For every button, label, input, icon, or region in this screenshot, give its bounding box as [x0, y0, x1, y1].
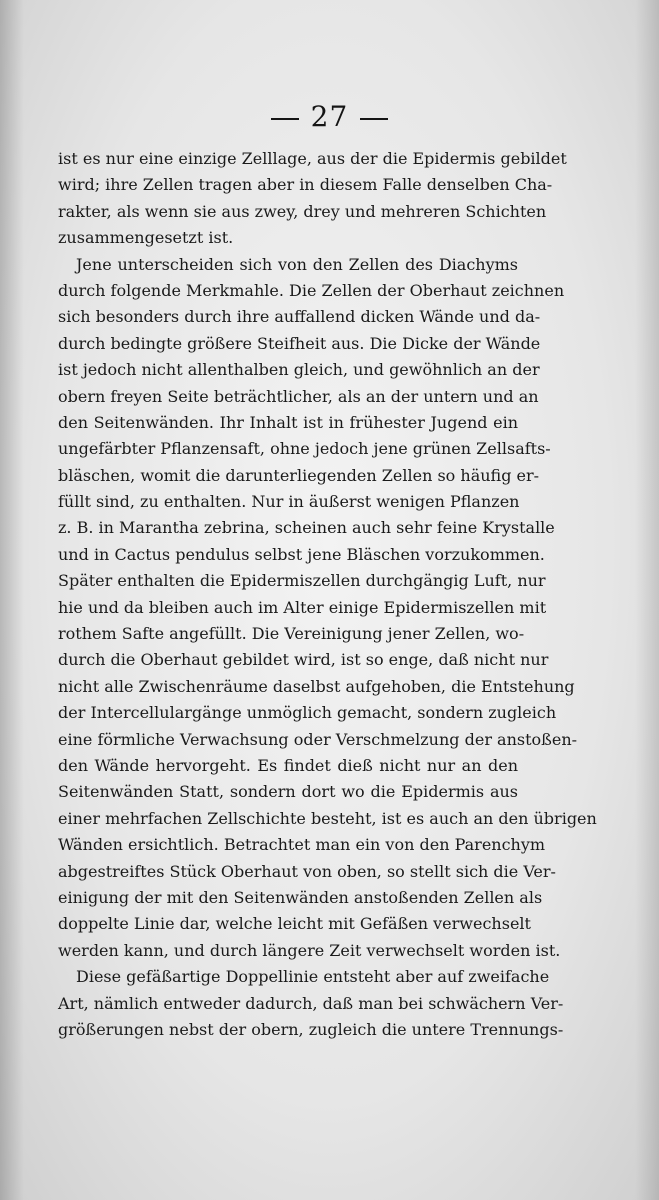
text-line: den Wände hervorgeht. Es findet dieß nicht nur an den: [58, 755, 518, 775]
text-line: ist es nur eine einzige Zelllage, aus der die Epidermis gebildet: [58, 149, 567, 168]
text-line: bläschen, womit die darunterliegenden Zellen so häufig er-: [58, 465, 540, 485]
text-line: Wänden ersichtlich. Betrachtet man ein von den Parenchym: [58, 835, 546, 855]
text-line: Seitenwänden Statt, sondern dort wo die Epidermis aus: [58, 782, 518, 802]
text-line: ungefärbter Pflanzensaft, ohne jedoch jene grünen Zellsafts-: [58, 439, 551, 459]
text-line: Art, nämlich entweder dadurch, daß man bei schwächern Ver-: [58, 993, 564, 1013]
text-line: einigung der mit den Seitenwänden anstoßenden Zellen als: [58, 887, 543, 907]
text-line: durch die Oberhaut gebildet wird, ist so enge, daß nicht nur: [58, 650, 549, 670]
text-line: rakter, als wenn sie aus zwey, drey und mehreren Schichten: [58, 201, 547, 221]
page-edge-shadow: [635, 0, 659, 1200]
text-line: nicht alle Zwischenräume daselbst aufgehoben, die Entstehung: [58, 676, 575, 696]
text-line: durch folgende Merkmahle. Die Zellen der Oberhaut zeichnen: [58, 280, 565, 300]
page-number-dash-left: [271, 118, 299, 120]
page-number-dash-right: [360, 118, 388, 120]
text-line: z. B. in Marantha zebrina, scheinen auch sehr feine Krystalle: [58, 518, 555, 538]
text-line: Diese gefäßartige Doppellinie entsteht aber auf zweifache: [76, 967, 550, 987]
text-line: einer mehrfachen Zellschichte besteht, ist es auch an den übrigen: [58, 808, 597, 828]
page-number-value: 27: [310, 100, 349, 133]
text-line: Jene unterscheiden sich von den Zellen des Diachyms: [76, 254, 518, 274]
text-line: der Intercellulargänge unmöglich gemacht, sondern zugleich: [58, 703, 557, 723]
text-line: sich besonders durch ihre auffallend dicken Wände und da-: [58, 307, 541, 327]
text-line: doppelte Linie dar, welche leicht mit Gefäßen verwechselt: [58, 914, 531, 934]
page-gutter-shadow: [0, 0, 24, 1200]
text-line: und in Cactus pendulus selbst jene Bläschen vorzukommen.: [58, 544, 545, 564]
text-line: füllt sind, zu enthalten. Nur in äußerst wenigen Pflanzen: [58, 492, 520, 512]
text-line: werden kann, und durch längere Zeit verwechselt worden ist.: [58, 940, 561, 960]
text-line: obern freyen Seite beträchtlicher, als an der untern und an: [58, 386, 539, 406]
text-line: größerungen nebst der obern, zugleich die untere Trennungs-: [58, 1019, 564, 1039]
body-text: [58, 146, 597, 1043]
text-line: zusammengesetzt ist.: [58, 228, 234, 248]
text-line: rothem Safte angefüllt. Die Vereinigung jener Zellen, wo-: [58, 624, 525, 644]
text-line: hie und da bleiben auch im Alter einige Epidermiszellen mit: [58, 597, 547, 617]
text-line: den Seitenwänden. Ihr Inhalt ist in frühester Jugend ein: [58, 412, 518, 432]
text-line: abgestreiftes Stück Oberhaut von oben, so stellt sich die Ver-: [58, 861, 556, 881]
text-line: ist jedoch nicht allenthalben gleich, und gewöhnlich an der: [58, 360, 540, 380]
page-number: [0, 100, 659, 133]
text-line: Später enthalten die Epidermiszellen durchgängig Luft, nur: [58, 571, 546, 591]
text-line: wird; ihre Zellen tragen aber in diesem Falle denselben Cha-: [58, 175, 553, 195]
text-line: durch bedingte größere Steifheit aus. Die Dicke der Wände: [58, 333, 541, 353]
text-line: eine förmliche Verwachsung oder Verschmelzung der anstoßen-: [58, 729, 578, 749]
